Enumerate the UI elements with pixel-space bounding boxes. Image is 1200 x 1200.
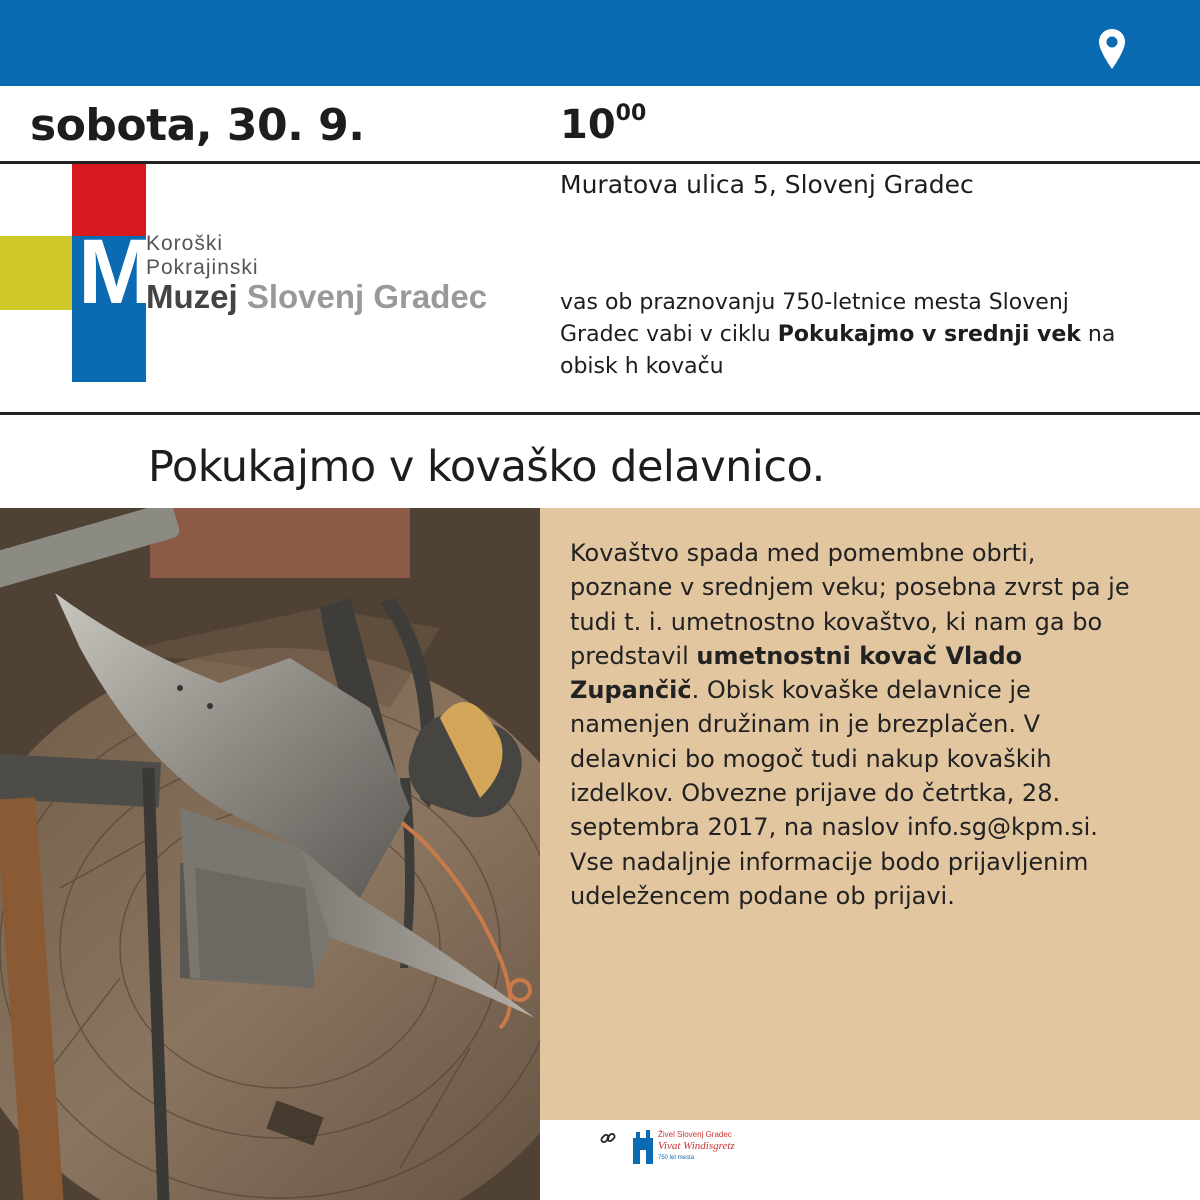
chain-link-icon[interactable] bbox=[600, 1130, 616, 1146]
city-logo-line3: 750 let mesta bbox=[658, 1155, 695, 1161]
location-pin-icon[interactable] bbox=[1098, 28, 1126, 70]
blacksmith-anvil-photo bbox=[0, 508, 540, 1200]
museum-logo bbox=[0, 164, 500, 382]
logo-text-line2: Pokrajinski bbox=[146, 256, 259, 279]
anvil-illustration bbox=[0, 508, 540, 1200]
logo-letter: M bbox=[78, 221, 153, 323]
event-time bbox=[560, 102, 646, 148]
description-part2: . Obisk kovaške delavnice je namenjen družinam in je brezplačen. V delavnici bo mogoč tudi nakup kovaških izdelkov. Obvezne prijave do četrtka, 28. septembra 2017, na naslov info.sg@kpm.si. Vse nadaljnje informacije bodo prijavljenim udeležencem podane ob prijavi. bbox=[570, 676, 1098, 910]
city-logo-line1: Živel Slovenj Gradec bbox=[658, 1130, 732, 1139]
description-text bbox=[570, 536, 1130, 913]
invitation-text bbox=[560, 287, 1120, 383]
logo-city: Slovenj Gradec bbox=[246, 278, 488, 315]
invitation-part2: na obisk h kovaču bbox=[560, 322, 1116, 379]
logo-text-line3 bbox=[146, 278, 487, 316]
city-anniversary-logo bbox=[632, 1128, 735, 1166]
venue-address: Muratova ulica 5, Slovenj Gradec bbox=[560, 170, 974, 199]
logo-text-line1: Koroški bbox=[146, 232, 224, 255]
time-hour: 10 bbox=[560, 102, 616, 148]
city-logo-line2: Vivat Windisgretz bbox=[658, 1140, 735, 1152]
logo-yellow-square bbox=[0, 236, 72, 310]
event-date: sobota, 30. 9. bbox=[30, 100, 365, 151]
divider bbox=[0, 412, 1200, 415]
description-part1: Kovaštvo spada med pomembne obrti, poznane v srednjem veku; posebna zvrst pa je tudi t. i. umetnostno kovaštvo, ki nam ga bo predstavil bbox=[570, 539, 1130, 670]
logo-muzej: Muzej bbox=[146, 278, 238, 315]
invitation-cycle-name: Pokukajmo v srednji vek bbox=[777, 322, 1081, 347]
description-smith-name: umetnostni kovač Vlado Zupančič bbox=[570, 641, 1023, 705]
time-minutes: 00 bbox=[615, 100, 647, 126]
invitation-part1: vas ob praznovanju 750-letnice mesta Slovenj Gradec vabi v ciklu bbox=[560, 290, 1069, 347]
event-headline: Pokukajmo v kovaško delavnico. bbox=[148, 442, 825, 492]
description-panel bbox=[540, 508, 1200, 1120]
city-tower-icon bbox=[632, 1128, 654, 1164]
top-banner bbox=[0, 0, 1200, 86]
